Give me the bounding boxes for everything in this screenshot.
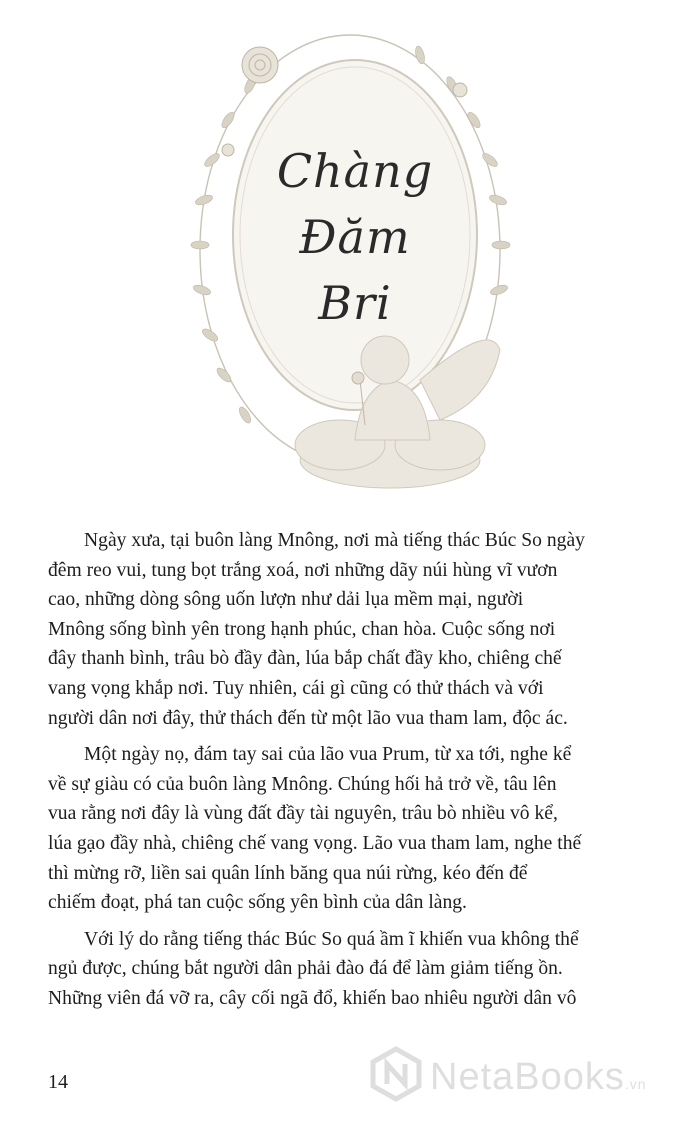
text-line: Một ngày nọ, đám tay sai của lão vua Prum, từ xa tới, nghe kể [84,744,572,766]
text-line: đêm reo vui, tung bọt trắng xoá, nơi những dãy núi hùng vĩ vươn [48,559,558,581]
chapter-title-line: Chàng [276,144,434,198]
text-line: lúa gạo đầy nhà, chiêng chế vang vọng. Lão vua tham lam, nghe thế [48,832,582,854]
page-number: 14 [48,1071,68,1093]
netabooks-watermark [368,1046,688,1106]
text-line: Với lý do rằng tiếng thác Búc So quá ầm ĩ khiến vua không thể [84,928,579,950]
text-line: cao, những dòng sông uốn lượn như dải lụa mềm mại, người [48,589,524,611]
paragraph [48,526,688,733]
story-body [48,526,688,1021]
chapter-title [190,138,520,336]
chapter-title-frame [190,20,520,500]
netabooks-logo-icon [368,1046,424,1102]
text-line: vua rằng nơi đây là vùng đất đầy tài nguyên, trâu bò nhiều vô kể, [48,803,558,825]
text-line: ngủ được, chúng bắt người dân phải đào đá để làm giảm tiếng ồn. [48,958,563,980]
chapter-title-line: Bri [318,276,392,330]
text-line: vang vọng khắp nơi. Tuy nhiên, cái gì cũng có thử thách và với [48,677,544,699]
text-line: người dân nơi đây, thử thách đến từ một lão vua tham lam, độc ác. [48,707,568,729]
watermark-brand [430,1056,647,1099]
text-line: thì mừng rỡ, liền sai quân lính băng qua núi rừng, kéo đến để [48,862,528,884]
text-line: Ngày xưa, tại buôn làng Mnông, nơi mà tiếng thác Búc So ngày [84,530,585,551]
text-line: chiếm đoạt, phá tan cuộc sống yên bình của dân làng. [48,892,467,914]
paragraph [48,740,688,918]
text-line: Mnông sống bình yên trong hạnh phúc, chan hòa. Cuộc sống nơi [48,618,556,640]
paragraph [48,925,688,1014]
text-line: Những viên đá vỡ ra, cây cối ngã đổ, khiến bao nhiêu người dân vô [48,987,577,1009]
text-line: đây thanh bình, trâu bò đầy đàn, lúa bắp chất đầy kho, chiêng chế [48,648,562,670]
watermark-brand-name: NetaBooks [430,1056,625,1098]
chapter-title-line: Đăm [299,210,411,264]
watermark-brand-suffix: .vn [624,1076,647,1092]
text-line: về sự giàu có của buôn làng Mnông. Chúng hối hả trở về, tâu lên [48,773,557,795]
